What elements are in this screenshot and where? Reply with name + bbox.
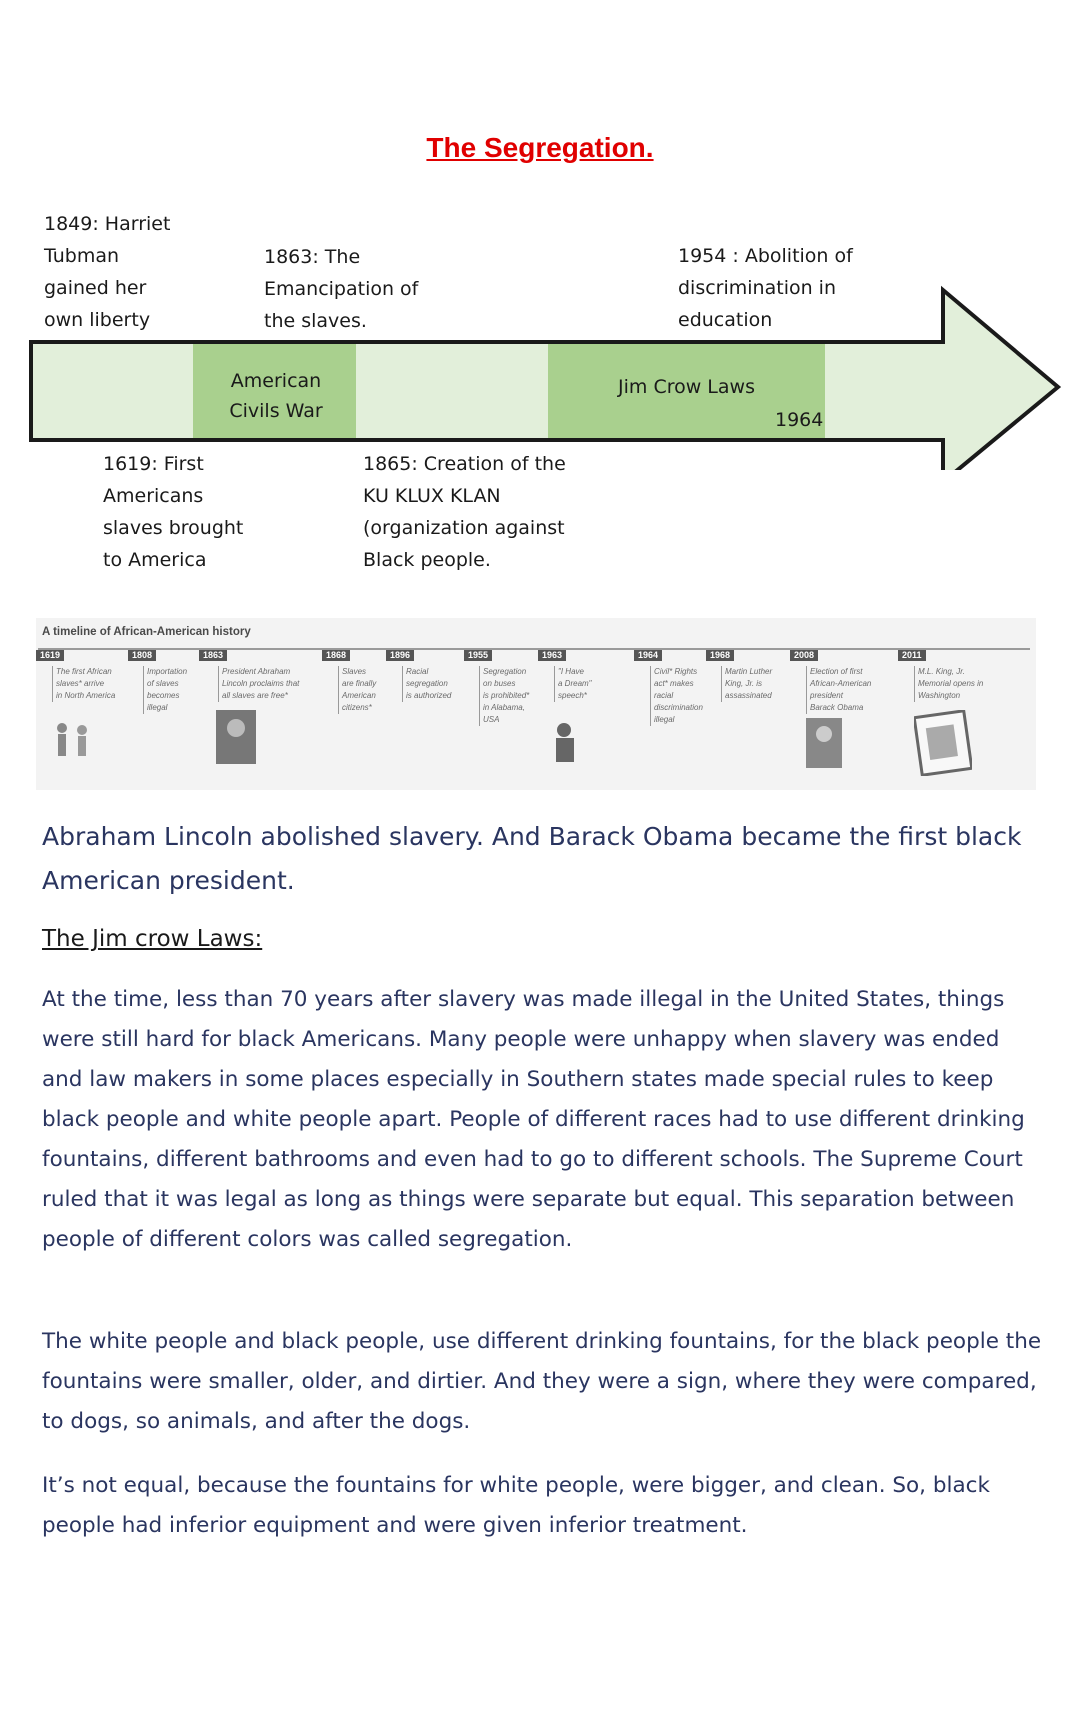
strip-text: President Abraham Lincoln proclaims that all slaves are free* (218, 666, 322, 702)
obama-portrait-icon (806, 718, 842, 768)
strip-text: M.L. King, Jr. Memorial opens in Washington (914, 666, 1006, 702)
strip-text: Racial segregation is authorized (402, 666, 471, 702)
strip-text: "I Have a Dream" speech* (554, 666, 613, 702)
strip-year: 2008 (790, 650, 818, 661)
strip-year: 2011 (898, 650, 926, 661)
strip-text: Martin Luther King, Jr. is assassinated (721, 666, 791, 702)
strip-text: Slaves are finally American citizens* (338, 666, 400, 714)
event-1954: 1954 : Abolition of discrimination in education (678, 245, 853, 331)
segment-label-civil-war: American Civils War (229, 370, 323, 422)
strip-year: 1968 (706, 650, 734, 661)
strip-text: Segregation on buses is prohibited* in Alabama, USA (479, 666, 549, 726)
strip-heading: A timeline of African-American history (42, 626, 251, 638)
strip-year: 1964 (634, 650, 662, 661)
strip-text: The first African slaves* arrive in North America (52, 666, 126, 702)
mlk-speech-icon (548, 718, 588, 766)
lead-paragraph: Abraham Lincoln abolished slavery. And Barack Obama became the first black American president. (42, 822, 1022, 895)
strip-rule (38, 648, 1030, 650)
event-1619: 1619: First Americans slaves brought to America (103, 453, 244, 571)
paragraph-fountains: The white people and black people, use different drinking fountains, for the black people the fountains were smaller, older, and dirtier. And they were a sign, where they were compared, to dogs, so animals, and after the dogs. (42, 1329, 1042, 1434)
strip-year: 1868 (322, 650, 350, 661)
strip-year: 1896 (386, 650, 414, 661)
timeline-end-label: 1964 (775, 409, 824, 431)
paragraph-inequality: It’s not equal, because the fountains for white people, were bigger, and clean. So, black people had inferior equipment and were given inferior treatment. (42, 1473, 990, 1538)
strip-text: Importation of slaves becomes illegal (143, 666, 202, 714)
strip-year: 1808 (128, 650, 156, 661)
event-1849: 1849: Harriet Tubman gained her own liberty (44, 213, 171, 331)
strip-year: 1863 (199, 650, 227, 661)
memorial-stamp-icon (914, 710, 972, 776)
event-1865: 1865: Creation of the KU KLUX KLAN (organization against Black people. (363, 453, 566, 571)
section-heading: The Jim crow Laws: (42, 926, 263, 952)
strip-text: Civil* Rights act* makes racial discrimination illegal (650, 666, 724, 726)
strip-year: 1963 (538, 650, 566, 661)
slaves-figure-icon (50, 718, 104, 768)
event-1863: 1863: The Emancipation of the slaves. (264, 246, 419, 332)
lincoln-portrait-icon (216, 710, 256, 764)
segment-label-jim-crow: Jim Crow Laws (618, 376, 755, 398)
paragraph-segregation: At the time, less than 70 years after slavery was made illegal in the United States, things were still hard for black Americans. Many people were unhappy when slavery was ended and law makers in some places especially in Southern states made special rules to keep black people and white people apart. People of different races had to use different drinking fountains, different bathrooms and even had to go to different schools. The Supreme Court ruled that it was legal as long as things were separate but equal. This separation between people of different colors was called segregation. (42, 987, 1025, 1252)
strip-year: 1619 (36, 650, 64, 661)
timeline-strip (36, 618, 1036, 790)
strip-text: Election of first African-American president Barack Obama (806, 666, 892, 714)
strip-year: 1955 (464, 650, 492, 661)
page-title: The Segregation. (426, 132, 654, 163)
